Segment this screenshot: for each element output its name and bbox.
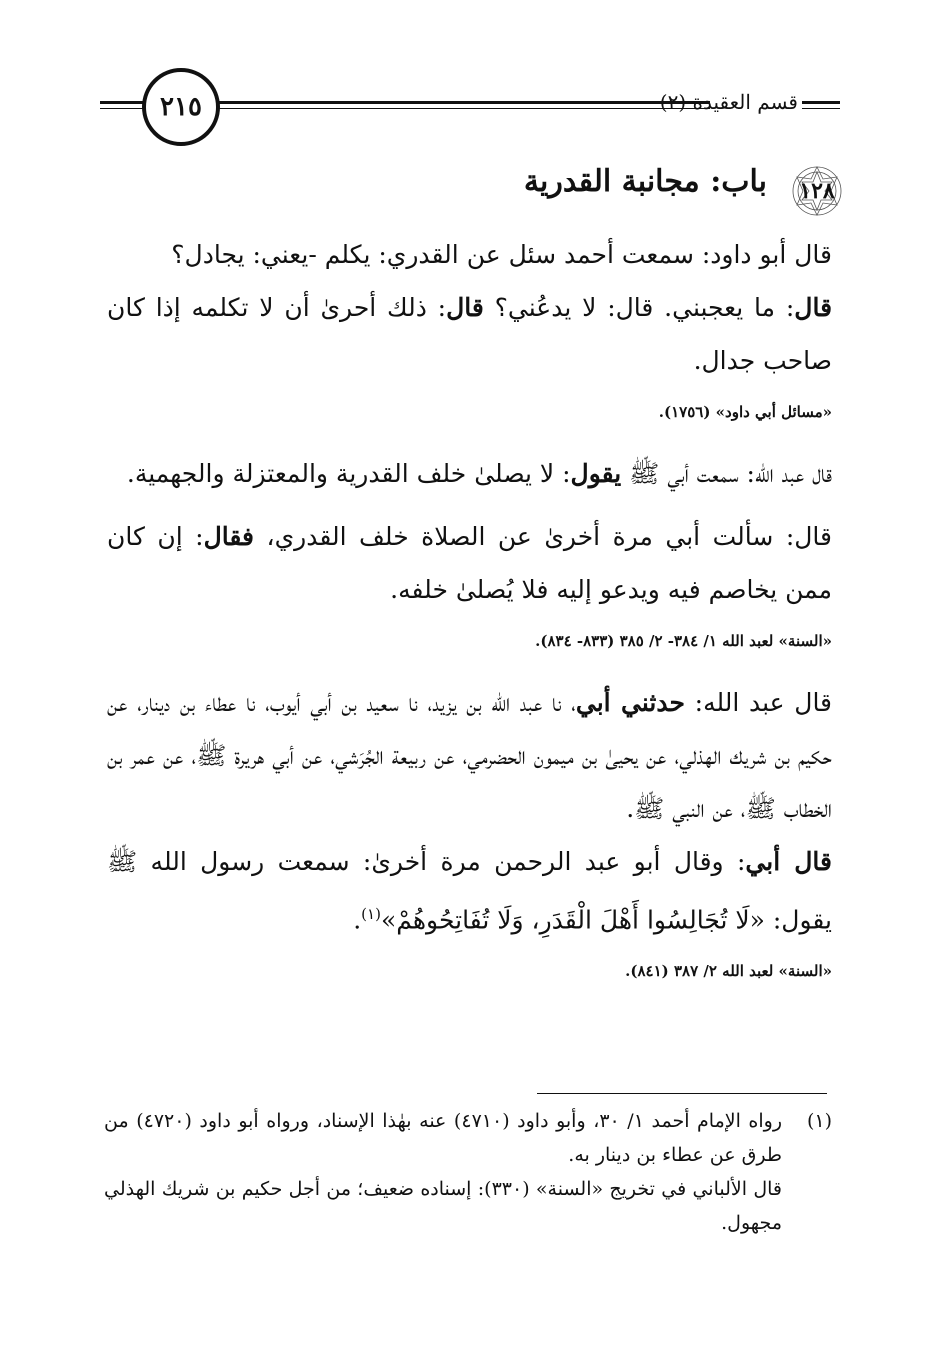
footnote-text: رواه الإمام أحمد ١/ ٣٠، وأبو داود (٤٧١٠) عنه بهٰذا الإسناد، ورواه أبو داود (٤٧٢٠) من طرق عن عطاء بن دينار به. [104, 1110, 783, 1166]
page-header [100, 60, 840, 150]
footnote-continuation [104, 1172, 832, 1240]
source-citation: «مسائل أبي داود» (١٧٥٦). [658, 403, 832, 421]
footnote-marker: (١) [806, 1110, 832, 1132]
chapter-number-ornament [787, 164, 847, 218]
chapter-heading [347, 160, 847, 220]
header-rule [210, 101, 710, 104]
footnote-reference[interactable]: (١) [361, 905, 381, 923]
main-text [107, 228, 832, 1006]
header-rule [802, 101, 840, 104]
footnote-separator [537, 1093, 827, 1094]
text: ، نا عبد الله بن يزيد، نا سعيد بن أبي أيوب، نا عطاء بن دينار، عن حكيم بن شريك الهذلي، عن يحيىٰ بن ميمون الحضرمي، عن ربيعة الجُرَشي، عن أبي هريرة ﷺ، عن عمر بن الخطاب ﷺ، عن النبي ﷺ. [107, 688, 832, 823]
chapter-title: باب: مجانبة القدرية [523, 164, 767, 199]
paragraph: قال أبو داود: سمعت أحمد سئل عن القدري: يكلم -يعني: يجادل؟ [171, 240, 832, 269]
text: قال عبد الله: [684, 688, 833, 717]
bold-text: قال [794, 293, 833, 322]
text: . [353, 905, 362, 935]
page-number: ٢١٥ [142, 68, 220, 146]
text: : إن كان ممن يخاصم فيه ويدعو إليه فلا يُصلىٰ خلفه. [107, 522, 832, 604]
bold-text: قال [446, 293, 484, 322]
section-label: قسم العقيدة (٢) [659, 90, 798, 114]
bold-text: فقال [203, 522, 254, 551]
paragraph [107, 835, 832, 946]
footnote-text: قال الألباني في تخريج «السنة» (٣٣٠): إسناده ضعيف؛ من أجل حكيم بن شريك الهذلي مجهول. [104, 1178, 782, 1234]
header-rule [802, 108, 840, 109]
text: : ما يعجبني. قال: لا يدعُني؟ [483, 293, 795, 322]
footnotes [104, 1104, 832, 1240]
text: : ذلك أحرىٰ أن لا تكلمه إذا كان صاحب جدال. [107, 293, 832, 375]
paragraph [107, 676, 832, 835]
chapter-number: ١٢٨ [799, 178, 835, 204]
source-citation: «السنة» لعبد الله ٢/ ٣٨٧ (٨٤١). [625, 962, 832, 981]
paragraph [107, 281, 832, 387]
bold-text: حدثني أبي [575, 688, 685, 717]
bold-text: قال أبي [745, 847, 832, 876]
paragraph [107, 510, 832, 616]
bold-text: يقول [570, 459, 622, 488]
footnote [104, 1104, 832, 1172]
text: قال عبد الله: سمعت أبي ﷺ [621, 459, 832, 488]
source-citation: «السنة» لعبد الله ١/ ٣٨٤- ٢/ ٣٨٥ (٨٣٣- ٨٣٤). [535, 632, 832, 650]
text: : وقال أبو عبد الرحمن مرة أخرىٰ: سمعت رسول الله ﷺ يقول: «لَا تُجَالِسُوا أَهْلَ الْقَدَرِ، وَلَا تُفَاتِحُوهُمْ» [107, 847, 832, 935]
text: : لا يصلىٰ خلف القدرية والمعتزلة والجهمية. [126, 459, 571, 488]
header-rule [210, 108, 710, 109]
text: قال: سألت أبي مرة أخرىٰ عن الصلاة خلف القدري، [254, 522, 832, 551]
paragraph [107, 447, 832, 500]
